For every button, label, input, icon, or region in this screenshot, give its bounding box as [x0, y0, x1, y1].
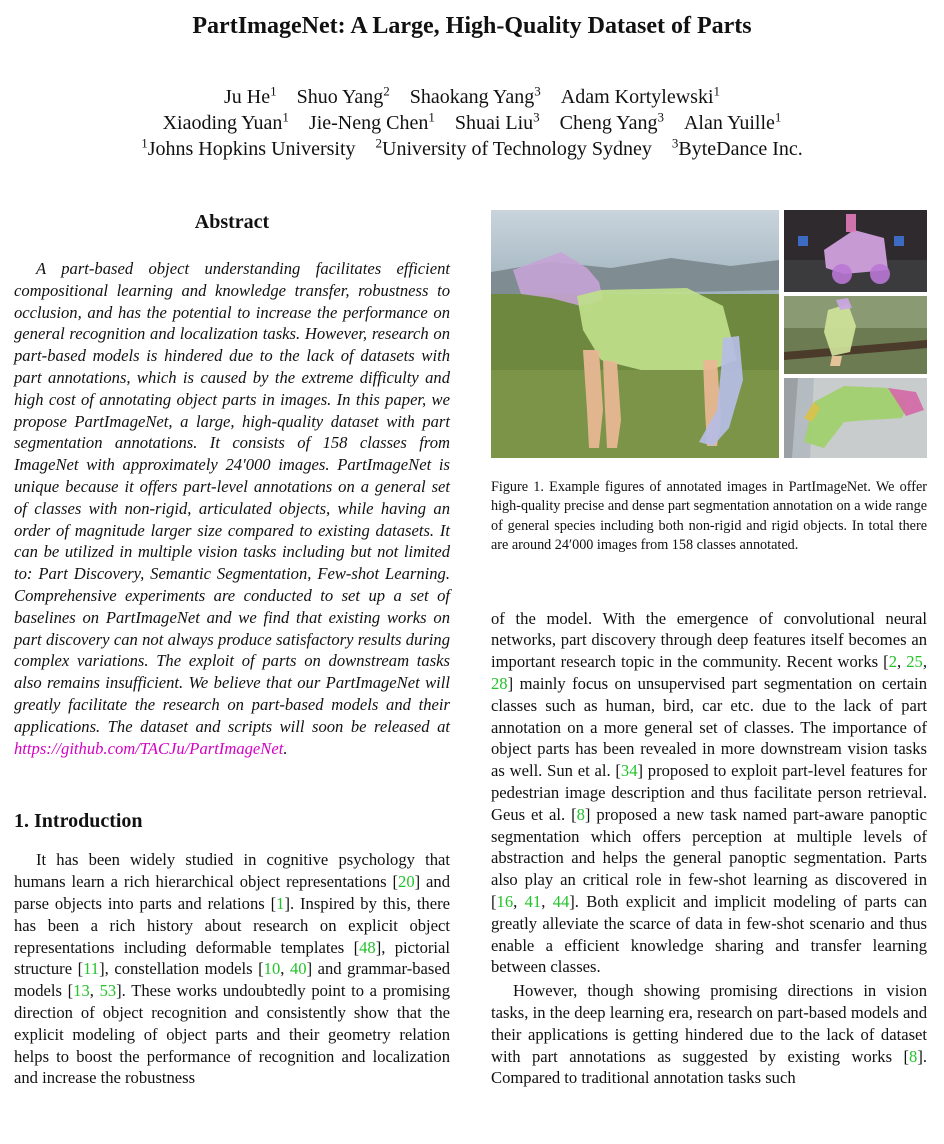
- affiliation-row: [0, 136, 944, 162]
- paper-title: PartImageNet: A Large, High-Quality Dataset of Parts: [192, 13, 752, 39]
- body-text-run: However, though showing promising directions in vision tasks, in the deep learning era, research on part-based models and their applications is getting hindered due to the lack of dataset with part annotations as suggested by existing works [: [491, 981, 927, 1066]
- affiliation-name: Johns Hopkins University: [147, 138, 356, 160]
- author-name-text: Xiaoding Yuan: [162, 112, 283, 134]
- affiliation-number: 2: [375, 135, 383, 151]
- affiliation-marker: 1: [428, 109, 435, 125]
- citation-link[interactable]: 8: [576, 804, 585, 824]
- body-text-run: ] and parse objects into parts and relations [: [14, 872, 450, 913]
- affiliation-marker: 1: [270, 83, 277, 99]
- author-block: [0, 84, 944, 162]
- figure-1-caption: Figure 1. Example figures of annotated images in PartImageNet. We offer high-quality precise and dense part segmentation annotation on a wide range of general species including both non-rigid and rigid objects. In total there are around 24′000 images from 158 classes annotated.: [491, 479, 927, 554]
- citation-link[interactable]: 48: [359, 937, 376, 957]
- body-text-run: ]. Both explicit and implicit modeling of parts can greatly alleviate the scarce of data in few-shot scenario and thus enable a efficient knowledge sharing and transfer learning between classes.: [491, 891, 928, 977]
- citation-link[interactable]: 53: [99, 981, 117, 1001]
- section-heading-introduction: 1. Introduction: [14, 810, 143, 833]
- citation-link[interactable]: 28: [491, 674, 508, 694]
- abstract-body: A part-based object understanding facilitates efficient compositional learning and knowledge transfer, robustness to occlusion, and has the potential to increase the performance on general recognition and localization tasks. However, research on part-based models is hindered due to the lack of datasets with part annotations, which is caused by the extreme difficulty and high cost of annotating object parts in images. In this paper, we propose PartImageNet, a large, high-quality dataset with part segmentation annotations. It consists of 158 classes from ImageNet with approximately 24′000 images. PartImageNet is unique because it offers part-level annotations on a general set of classes with non-rigid, articulated objects, while having an order of magnitude larger size compared to existing datasets. It can be utilized in multiple vision tasks including but not limited to: Part Discovery, Semantic Segmentation, Few-shot Learning. Comprehensive experiments are conducted to set up a set of baselines on PartImageNet and we find that existing works on part discovery can not always produce satisfactory results during complex variations. The exploit of parts on downstream tasks also remains insufficient. We believe that our PartImageNet will greatly facilitate the research on part-based models and their applications. The dataset and scripts will soon be released at: [14, 259, 450, 736]
- citation-link[interactable]: 44: [552, 891, 570, 911]
- body-text-run: of the model. With the emergence of convolutional neural networks, part discovery through deep features itself becomes an important research topic in the community. Recent works [: [491, 608, 927, 672]
- affiliation-marker: 3: [533, 109, 540, 125]
- author-name: [308, 109, 435, 134]
- vehicle-segmentation-image: [784, 210, 927, 292]
- intro-paragraph-1: [14, 849, 450, 1089]
- author-row-1: [0, 84, 944, 110]
- github-link[interactable]: https://github.com/TACJu/PartImageNet: [14, 738, 284, 758]
- author-name: [296, 83, 390, 108]
- citation-link[interactable]: 20: [398, 872, 415, 892]
- citation-link[interactable]: 1: [276, 893, 285, 913]
- body-text-run: ,: [922, 652, 927, 672]
- author-name: [223, 83, 277, 108]
- body-text-run: ] proposed a new task named part-aware panoptic segmentation which offers perception at multiple levels of abstraction and helps the general panoptic segmentation. Parts also play an critical role in few-shot learning as discovered in [: [491, 804, 927, 911]
- body-text-run: ,: [89, 981, 100, 1001]
- affiliation: [671, 135, 803, 160]
- author-row-2: [0, 110, 944, 136]
- bird-segmentation-image: [784, 296, 927, 374]
- citation-link[interactable]: 41: [524, 891, 542, 911]
- author-name-text: Shuo Yang: [296, 86, 384, 108]
- affiliation-name: University of Technology Sydney: [382, 138, 652, 160]
- snake-segmentation-image: [784, 378, 927, 458]
- body-text-run: It has been widely studied in cognitive psychology that humans learn a rich hierarchical object representations [: [14, 850, 450, 892]
- citation-link[interactable]: 8: [909, 1046, 918, 1066]
- author-name-text: Jie-Neng Chen: [308, 112, 429, 134]
- author-name-text: Cheng Yang: [559, 112, 658, 134]
- dog-segmentation-image: [491, 210, 779, 458]
- author-name-text: Adam Kortylewski: [560, 86, 714, 108]
- affiliation-marker: 1: [282, 109, 289, 125]
- affiliation-number: 3: [671, 135, 679, 151]
- body-text-run: ]. These works undoubtedly point to a promising direction of object recognition and consistently show that the explicit modeling of object parts and their geometry relation helps to boost the performance of recognition and localization and increase the robustness: [14, 981, 451, 1088]
- body-text-run: ], pictorial structure [: [14, 937, 450, 979]
- citation-link[interactable]: 34: [620, 761, 638, 781]
- affiliation-marker: 1: [713, 83, 721, 99]
- body-text-run: ]. Compared to traditional annotation tasks such: [491, 1046, 927, 1088]
- right-column: [491, 210, 927, 1089]
- body-text-run: ] proposed to exploit part-level features for pedestrian image description and thus facilitate person retrieval. Geus et al. [: [491, 761, 927, 824]
- citation-link[interactable]: 40: [289, 959, 307, 979]
- intro-paragraph-2: [491, 980, 927, 1089]
- author-name: [454, 109, 540, 134]
- citation-link[interactable]: 2: [888, 652, 897, 672]
- body-text-run: ], constellation models [: [99, 959, 264, 979]
- affiliation: [141, 135, 356, 160]
- author-name-text: Alan Yuille: [683, 112, 775, 134]
- body-text-run: ,: [897, 652, 907, 672]
- affiliation-marker: 3: [534, 83, 541, 99]
- author-name: [409, 83, 541, 108]
- citation-link[interactable]: 11: [83, 959, 100, 979]
- intro-paragraph-1-continued: [491, 608, 927, 979]
- author-name: [162, 109, 289, 134]
- body-text-run: ,: [280, 959, 290, 979]
- author-name: [560, 83, 721, 108]
- author-name: [559, 109, 664, 134]
- abstract-heading: Abstract: [194, 211, 270, 233]
- author-name: [683, 109, 782, 134]
- affiliation-marker: 1: [774, 109, 782, 125]
- figure-1: [491, 210, 927, 460]
- citation-link[interactable]: 25: [906, 652, 923, 672]
- affiliation-number: 1: [141, 135, 148, 151]
- affiliation-marker: 2: [383, 83, 390, 99]
- citation-link[interactable]: 16: [496, 891, 514, 911]
- author-name-text: Shuai Liu: [454, 112, 534, 134]
- abstract-end: .: [283, 738, 288, 758]
- body-text-run: ,: [513, 891, 525, 911]
- body-text-run: ,: [541, 891, 553, 911]
- affiliation-marker: 3: [657, 109, 664, 125]
- citation-link[interactable]: 10: [263, 959, 281, 979]
- body-text-run: ] and grammar-based models [: [14, 959, 451, 1001]
- author-name-text: Shaokang Yang: [409, 86, 535, 108]
- author-name-text: Ju He: [223, 86, 271, 108]
- body-text-run: ]. Inspired by this, there has been a rich history about research on explicit object representations including deformable templates [: [14, 893, 450, 957]
- affiliation: [375, 135, 652, 160]
- left-column: [14, 208, 450, 1089]
- abstract-text: [14, 258, 450, 759]
- body-text-run: ] mainly focus on unsupervised part segmentation on certain classes such as human, bird, car etc. due to the lack of part annotation on a more general set of classes. The importance of object parts has been revealed in more downstream vision tasks as well. Sun et al. [: [491, 674, 927, 781]
- affiliation-name: ByteDance Inc.: [678, 138, 803, 160]
- intro-continued: [491, 608, 927, 1090]
- citation-link[interactable]: 13: [73, 981, 90, 1001]
